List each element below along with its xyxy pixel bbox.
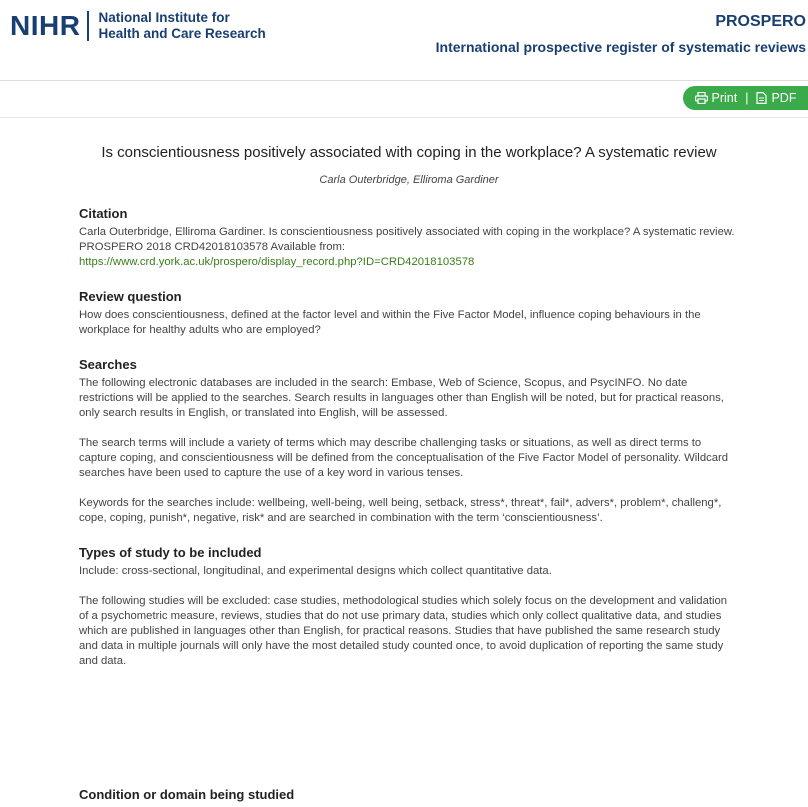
printer-icon xyxy=(695,92,708,104)
logo-line-1: National Institute for xyxy=(98,10,230,25)
header-divider xyxy=(0,80,808,81)
searches-section xyxy=(79,357,739,526)
brand-title: PROSPERO xyxy=(715,13,806,30)
print-label: Print xyxy=(711,91,738,105)
brand-subtitle: International prospective register of systematic reviews xyxy=(435,39,806,55)
types-of-study-heading: Types of study to be included xyxy=(79,545,262,560)
print-pdf-bar xyxy=(683,86,808,110)
pdf-button[interactable] xyxy=(756,91,796,105)
searches-heading: Searches xyxy=(79,357,137,372)
condition-section xyxy=(79,787,294,806)
record-url-link[interactable]: https://www.crd.york.ac.uk/prospero/display_record.php?ID=CRD42018103578 xyxy=(79,256,475,268)
citation-body: Carla Outerbridge, Elliroma Gardiner. Is conscientiousness positively associated with coping in the workplace? A systematic review. PROSPERO 2018 CRD42018103578 Available from: xyxy=(79,226,735,253)
searches-paragraph-3: Keywords for the searches include: wellbeing, well-being, well being, setback, stress*, threat*, fail*, advers*, problem*, challeng*, cope, coping, punish*, negative, risk* and are searched in combination with the term ‘conscientiousness’. xyxy=(79,497,722,524)
searches-paragraph-2: The search terms will include a variety of terms which may describe challenging tasks or situations, as well as direct terms to capture coping, and conscientiousness will be defined from the conceptualisation of the Five Factor Model of personality. Wildcard searches have been used to capture the use of a key word in various tenses. xyxy=(79,437,729,479)
searches-paragraph-1: The following electronic databases are included in the search: Embase, Web of Science, Scopus, and PsycINFO. No date restrictions will be applied to the searches. Search results in languages other than English will be noted, but for practical reasons, only search results in English, or translated into English, will be assessed. xyxy=(79,377,724,419)
record-content xyxy=(79,144,739,669)
types-of-study-section xyxy=(79,545,739,669)
pdf-file-icon xyxy=(756,92,767,104)
review-question-text: How does conscientiousness, defined at the factor level and within the Five Factor Model, influence coping behaviours in the workplace for healthy adults who are employed? xyxy=(79,309,701,336)
site-header xyxy=(0,0,808,80)
citation-heading: Citation xyxy=(79,206,128,221)
action-separator: | xyxy=(745,91,749,105)
logo-text xyxy=(98,10,265,42)
logo-divider xyxy=(87,11,89,41)
toolbar-divider xyxy=(0,117,808,118)
record-authors: Carla Outerbridge, Elliroma Gardiner xyxy=(319,174,499,186)
review-question-heading: Review question xyxy=(79,289,182,304)
nihr-logo[interactable] xyxy=(10,10,266,42)
pdf-label: PDF xyxy=(771,91,797,105)
logo-mark: NIHR xyxy=(10,10,81,41)
print-button[interactable] xyxy=(695,91,738,105)
review-question-section xyxy=(79,289,739,338)
brand-block xyxy=(436,12,806,56)
condition-heading: Condition or domain being studied xyxy=(79,787,295,802)
types-of-study-paragraph-2: The following studies will be excluded: case studies, methodological studies which solely focus on the development and validation of a psychometric measure, reviews, studies that do not use primary data, studies which only collect qualitative data, and studies which are published in languages other than English, for practical reasons. Studies that have published the same research study and data in multiple journals will only have the most detailed study counted once, to avoid duplication of reporting the same study and data. xyxy=(79,595,728,667)
citation-text xyxy=(79,225,739,270)
types-of-study-paragraph-1: Include: cross-sectional, longitudinal, and experimental designs which collect quantitative data. xyxy=(79,565,552,577)
record-title: Is conscientiousness positively associated with coping in the workplace? A systematic review xyxy=(101,144,717,161)
citation-section xyxy=(79,206,739,270)
logo-line-2: Health and Care Research xyxy=(98,26,266,41)
